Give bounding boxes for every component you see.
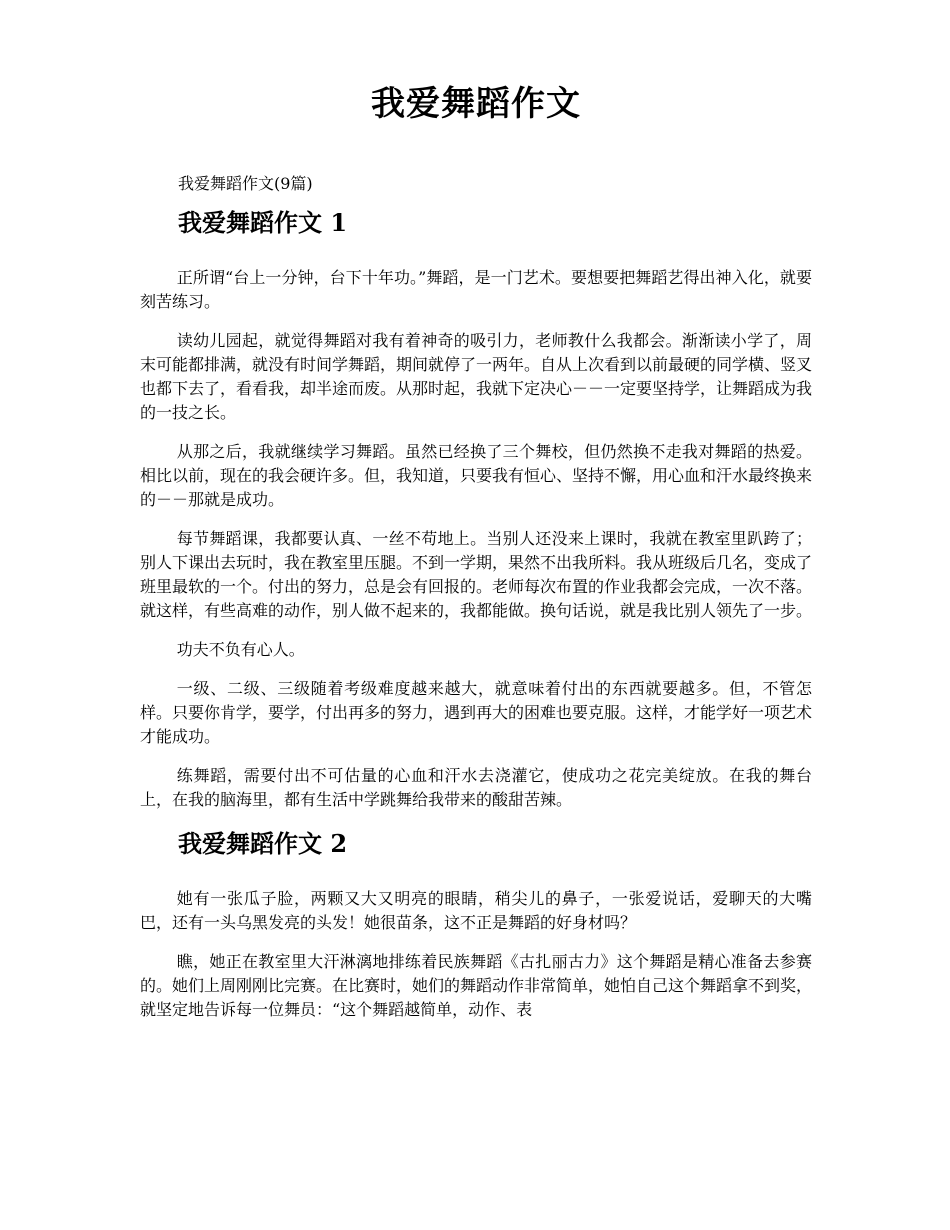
document-subtitle: 我爱舞蹈作文(9篇) xyxy=(178,174,313,193)
paragraph: 练舞蹈，需要付出不可估量的心血和汗水去浇灌它，使成功之花完美绽放。在我的舞台上，在我的脑海里，都有生活中学跳舞给我带来的酸甜苦辣。 xyxy=(140,766,812,809)
paragraph: 读幼儿园起，就觉得舞蹈对我有着神奇的吸引力，老师教什么我都会。渐渐读小学了，周末可能都排满，就没有时间学舞蹈，期间就停了一两年。自从上次看到以前最硬的同学横、竖叉也都下去了，看看我，却半途而废。从那时起，我就下定决心－－一定要坚持学，让舞蹈成为我的一技之长。 xyxy=(140,331,813,422)
paragraph: 她有一张瓜子脸，两颗又大又明亮的眼睛，稍尖儿的鼻子，一张爱说话，爱聊天的大嘴巴，还有一头乌黑发亮的头发！她很苗条，这不正是舞蹈的好身材吗？ xyxy=(140,889,812,932)
document-page xyxy=(140,80,812,1037)
paragraph: 从那之后，我就继续学习舞蹈。虽然已经换了三个舞校，但仍然换不走我对舞蹈的热爱。相比以前，现在的我会硬许多。但，我知道，只要我有恒心、坚持不懈，用心血和汗水最终换来的－－那就是成功。 xyxy=(140,442,813,509)
essay-section-2 xyxy=(140,827,812,1022)
paragraph: 每节舞蹈课，我都要认真、一丝不苟地上。当别人还没来上课时，我就在教室里趴跨了；别人下课出去玩时，我在教室里压腿。不到一学期，果然不出我所料。我从班级后几名，变成了班里最软的一个。付出的努力，总是会有回报的。老师每次布置的作业我都会完成，一次不落。就这样，有些高难的动作，别人做不起来的，我都能做。换句话说，就是我比别人领先了一步。 xyxy=(140,529,813,620)
document-title: 我爱舞蹈作文 xyxy=(371,84,581,124)
paragraph: 功夫不负有心人。 xyxy=(176,640,305,659)
paragraph: 正所谓“台上一分钟，台下十年功。”舞蹈，是一门艺术。要想要把舞蹈艺得出神入化，就要刻苦练习。 xyxy=(140,268,812,311)
section-heading: 我爱舞蹈作文 1 xyxy=(178,208,348,237)
section-heading: 我爱舞蹈作文 2 xyxy=(178,829,348,858)
essay-section-1 xyxy=(140,206,812,812)
paragraph: 瞧，她正在教室里大汗淋漓地排练着民族舞蹈《古扎丽古力》这个舞蹈是精心准备去参赛的。她们上周刚刚比完赛。在比赛时，她们的舞蹈动作非常简单，她怕自己这个舞蹈拿不到奖，就坚定地告诉每一位舞员：“这个舞蹈越简单，动作、表 xyxy=(140,952,813,1019)
paragraph: 一级、二级、三级随着考级难度越来越大，就意味着付出的东西就要越多。但，不管怎样。只要你肯学，要学，付出再多的努力，遇到再大的困难也要克服。这样，才能学好一项艺术才能成功。 xyxy=(140,679,813,746)
